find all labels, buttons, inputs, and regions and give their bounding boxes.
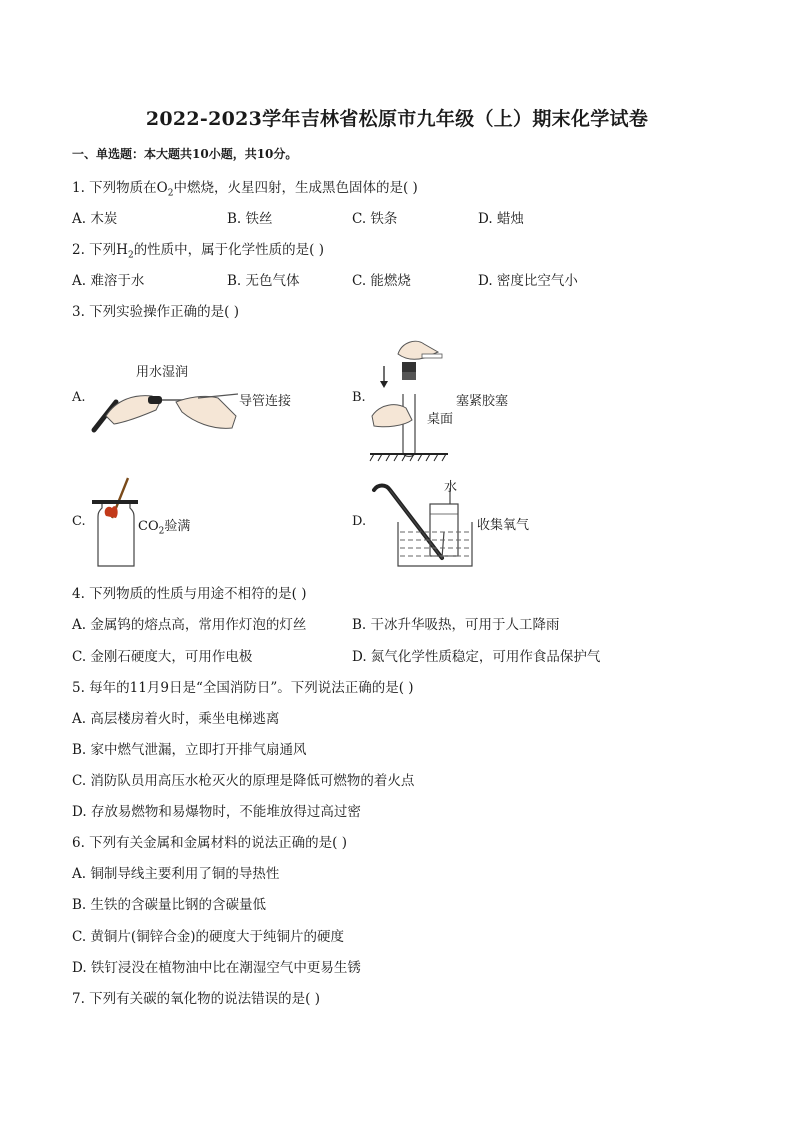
q6-option-b: B. 生铁的含碳量比钢的含碳量低 bbox=[72, 897, 267, 913]
q5-option-c: C. 消防队员用高压水枪灭火的原理是降低可燃物的着火点 bbox=[72, 773, 415, 789]
question-3-stem: 3. 下列实验操作正确的是( ) bbox=[72, 304, 239, 320]
q2-option-b: B. 无色气体 bbox=[227, 273, 300, 289]
q5-option-a: A. 高层楼房着火时，乘坐电梯逃离 bbox=[72, 711, 280, 727]
q4-option-b: B. 干冰升华吸热，可用于人工降雨 bbox=[352, 617, 560, 633]
q4-option-a: A. 金属钨的熔点高，常用作灯泡的灯丝 bbox=[72, 617, 307, 633]
q2-option-a: A. 难溶于水 bbox=[72, 273, 145, 289]
q1-option-c: C. 铁条 bbox=[352, 211, 398, 227]
figure-a-letter: A. bbox=[72, 390, 86, 405]
figure-d-water-label: 水 bbox=[444, 480, 458, 495]
figure-b-caption: 塞紧胶塞 bbox=[456, 394, 509, 409]
figure-b-stopper-tube bbox=[368, 334, 450, 464]
figure-d-gas-collection bbox=[368, 480, 478, 572]
q6-option-d: D. 铁钉浸没在植物油中比在潮湿空气中更易生锈 bbox=[72, 960, 361, 976]
q2-option-c: C. 能燃烧 bbox=[352, 273, 411, 289]
q1-option-a: A. 木炭 bbox=[72, 211, 118, 227]
q1-option-b: B. 铁丝 bbox=[227, 211, 273, 227]
figure-a-hands-tube bbox=[86, 372, 241, 434]
q6-option-a: A. 铜制导线主要利用了铜的导热性 bbox=[72, 866, 280, 882]
q5-option-d: D. 存放易燃物和易爆物时，不能堆放得过高过密 bbox=[72, 804, 361, 820]
figure-a-caption-right: 导管连接 bbox=[239, 394, 292, 409]
question-5-stem: 5. 每年的11月9日是“全国消防日”。下列说法正确的是( ) bbox=[72, 680, 414, 696]
q1-option-d: D. 蜡烛 bbox=[478, 211, 524, 227]
figure-c-caption: $CO_2$验满 bbox=[138, 519, 191, 537]
figure-b-letter: B. bbox=[352, 390, 366, 405]
question-4-stem: 4. 下列物质的性质与用途不相符的是( ) bbox=[72, 586, 307, 602]
question-7-stem: 7. 下列有关碳的氧化物的说法错误的是( ) bbox=[72, 991, 320, 1007]
section-heading: 一、单选题：本大题共10小题，共10分。 bbox=[72, 147, 298, 161]
q2-option-d: D. 密度比空气小 bbox=[478, 273, 578, 289]
figure-c-bottle-match bbox=[90, 474, 140, 570]
question-1-stem: 1. 下列物质在$O_2$中燃烧，火星四射，生成黑色固体的是( ) bbox=[72, 180, 418, 199]
figure-b-desk-label: 桌面 bbox=[427, 412, 454, 427]
q6-option-c: C. 黄铜片(铜锌合金)的硬度大于纯铜片的硬度 bbox=[72, 929, 344, 945]
question-6-stem: 6. 下列有关金属和金属材料的说法正确的是( ) bbox=[72, 835, 347, 851]
page-title: 2022-2023学年吉林省松原市九年级（上）期末化学试卷 bbox=[145, 108, 649, 130]
figure-a-caption-top: 用水湿润 bbox=[136, 365, 189, 380]
q4-option-c: C. 金刚石硬度大，可用作电极 bbox=[72, 649, 253, 665]
q4-option-d: D. 氮气化学性质稳定，可用作食品保护气 bbox=[352, 649, 601, 665]
question-2-stem: 2. 下列$H_2$的性质中，属于化学性质的是( ) bbox=[72, 242, 325, 261]
figure-c-letter: C. bbox=[72, 514, 86, 529]
q5-option-b: B. 家中燃气泄漏，立即打开排气扇通风 bbox=[72, 742, 307, 758]
figure-d-letter: D. bbox=[352, 514, 367, 529]
figure-d-caption: 收集氧气 bbox=[477, 518, 530, 533]
